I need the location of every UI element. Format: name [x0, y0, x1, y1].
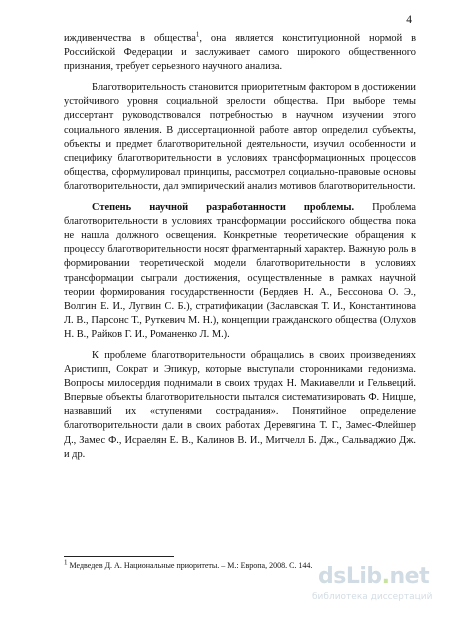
paragraph-1-start: иждивенчества в общества [64, 33, 196, 44]
paragraph-3 [64, 201, 416, 342]
watermark-logo [312, 564, 432, 608]
paragraph-1 [64, 32, 416, 74]
footnote-marker: 1 [64, 558, 68, 567]
paragraph-3-text: Проблема благотворительности в условиях трансформации российского общества пока не нашла должного освещения. Конкретные теоретические обращения к процессу благотворительности носят фрагментарный характер. Важную роль в формировании теоретической модели благотворительности в условиях трансформации сыграли достижения, осуществленные в рамках научной теории формирования государственности (Бердяев Н. А., Бессонова О. Э., Волгин Е. И., Лугвин С. Б.), стратификации (Заславская Т. И., Константинова Л. В., Парсонс Т., Руткевич М. Н.), концепции гражданского общества (Олухов Н. В., Райков Г. И., Романенко Л. М.). [64, 202, 416, 340]
page-body [64, 32, 416, 462]
footnote-ref: 1 [195, 30, 200, 39]
paragraph-4: К проблеме благотворительности обращались в своих произведениях Аристипп, Сократ и Эпикур, которые выступали сторонниками гедонизма. Вопросы милосердия поднимали в своих трудах Н. Макиавелли и Гельвеций. Впервые объекты благотворительности пытался систематизировать Ф. Ницше, назвавший их «ступенями сострадания». Понятийное определение благотворительности дали в своих работах Деревягина Т. Г., Замес-Флейшер Д., Замес Ф., Исраелян Е. В., Калинов В. И., Митчелл Б. Дж., Сальваджио Дж. и др. [64, 349, 416, 460]
watermark-tagline: библиотека диссертаций [312, 592, 433, 602]
watermark-logo-tld: net [389, 564, 430, 589]
page-number: 4 [406, 14, 412, 26]
paragraph-2: Благотворительность становится приоритетным фактором в достижении устойчивого уровня социальной зрелости общества. При выборе темы диссертант руководствовался потребностью в научном изучении этого социального явления. В диссертационной работе автор определил субъекты, объекты и предмет благотворительной деятельности, изучил особенности и специфику благотворительности в условиях трансформационных процессов общества, сформулировал принципы, рассмотрел социально-правовые основы благотворительности, дал эмпирический анализ мотивов благотворительности. [64, 82, 416, 192]
watermark-logo-dot: . [381, 564, 390, 589]
footnote-text: Медведев Д. А. Национальные приоритеты. – М.: Европа, 2008. С. 144. [67, 561, 313, 570]
footnote-separator [64, 556, 174, 557]
paragraph-1-rest: , она является конституционной нормой в Российской Федерации и заслуживает самого широкого общественного признания, требует серьезного научного анализа. [64, 33, 416, 73]
watermark-logo-text [318, 564, 429, 589]
section-heading: Степень научной разработанности проблемы. [92, 202, 355, 214]
watermark-logo-main: dsLib [318, 564, 382, 589]
